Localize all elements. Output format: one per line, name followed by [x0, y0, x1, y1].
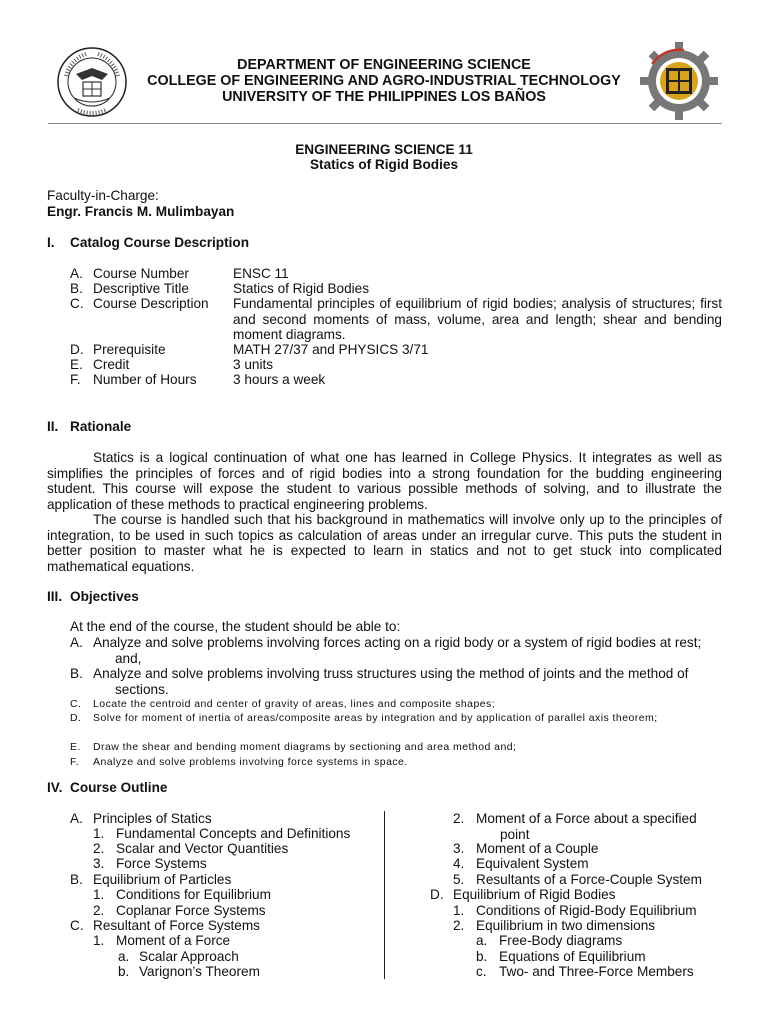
outline-marker: B.	[70, 872, 83, 887]
section-1-number: I.	[47, 235, 55, 250]
outline-marker: a.	[118, 949, 130, 964]
outline-marker: b.	[118, 964, 130, 979]
outline-item: Fundamental Concepts and Definitions	[116, 826, 351, 841]
outline-marker: 3.	[93, 856, 105, 871]
objective-text: Draw the shear and bending moment diagrams by sectioning and area method and;	[93, 741, 517, 753]
catalog-row-key: Credit	[93, 357, 130, 372]
catalog-row-value: Fundamental principles of equilibrium of rigid bodies; analysis of structures; first and second moments of mass, volume, area and length; shear and bending moment diagrams.	[233, 296, 722, 342]
outline-column-divider	[384, 811, 385, 979]
faculty-name: Engr. Francis M. Mulimbayan	[47, 204, 235, 219]
section-3-number: III.	[47, 589, 63, 604]
catalog-row-value: 3 hours a week	[233, 372, 326, 387]
outline-marker: 1.	[93, 826, 105, 841]
objective-text: Solve for moment of inertia of areas/composite areas by integration and by application of parallel axis theorem;	[93, 712, 658, 724]
objective-letter: B.	[70, 666, 83, 681]
catalog-row-letter: E.	[70, 357, 83, 372]
section-4-title: Course Outline	[70, 780, 168, 795]
catalog-row-value: MATH 27/37 and PHYSICS 3/71	[233, 342, 429, 357]
outline-item: Conditions of Rigid-Body Equilibrium	[476, 903, 697, 918]
objective-letter: E.	[70, 741, 81, 753]
outline-item: Varignon’s Theorem	[139, 964, 260, 979]
catalog-row-key: Course Number	[93, 266, 189, 281]
section-4-number: IV.	[47, 780, 63, 795]
outline-item: Scalar and Vector Quantities	[116, 841, 289, 856]
outline-marker: 2.	[93, 903, 105, 918]
outline-item: Moment of a Couple	[476, 841, 599, 856]
outline-item: Equations of Equilibrium	[499, 949, 646, 964]
outline-marker: 5.	[453, 872, 465, 887]
objectives-intro: At the end of the course, the student should be able to:	[70, 619, 401, 634]
outline-marker: 1.	[93, 887, 105, 902]
rationale-paragraph-1: Statics is a logical continuation of what one has learned in College Physics. It integrates as well as simplifies the principles of forces and of rigid bodies into a strong foundation for the budding engineering student. This course will expose the student to various possible methods of solving, and to illustrate the application of these methods to practical engineering problems.	[47, 450, 722, 512]
objective-text: Analyze and solve problems involving forces acting on a rigid body or a system of rigid bodies at rest; and,	[93, 635, 702, 666]
college-name: COLLEGE OF ENGINEERING AND AGRO-INDUSTRIAL TECHNOLOGY	[147, 73, 621, 89]
catalog-row-key: Descriptive Title	[93, 281, 189, 296]
outline-marker: C.	[70, 918, 84, 933]
catalog-row-letter: B.	[70, 281, 83, 296]
outline-item: Two- and Three-Force Members	[499, 964, 694, 979]
outline-item: Principles of Statics	[93, 811, 212, 826]
outline-marker: D.	[430, 887, 444, 902]
outline-marker: a.	[476, 933, 488, 948]
outline-item: Scalar Approach	[139, 949, 239, 964]
outline-item: Equilibrium of Particles	[93, 872, 232, 887]
section-2-title: Rationale	[70, 419, 132, 434]
faculty-label: Faculty-in-Charge:	[47, 188, 159, 203]
outline-item: Moment of a Force	[116, 933, 231, 948]
outline-marker: 3.	[453, 841, 465, 856]
section-1-title: Catalog Course Description	[70, 235, 250, 250]
catalog-row-value: ENSC 11	[233, 266, 289, 281]
section-2-number: II.	[47, 419, 59, 434]
catalog-row-value: Statics of Rigid Bodies	[233, 281, 370, 296]
objective-letter: F.	[70, 756, 80, 768]
catalog-row-value: 3 units	[233, 357, 274, 372]
outline-item: Conditions for Equilibrium	[116, 887, 271, 902]
outline-item: Moment of a Force about a specified point	[476, 811, 697, 842]
department-name: DEPARTMENT OF ENGINEERING SCIENCE	[237, 57, 531, 73]
outline-marker: 2.	[453, 918, 465, 933]
outline-item: Equilibrium in two dimensions	[476, 918, 656, 933]
outline-item: Equilibrium of Rigid Bodies	[453, 887, 616, 902]
outline-marker: 1.	[93, 933, 105, 948]
university-name: UNIVERSITY OF THE PHILIPPINES LOS BAÑOS	[222, 89, 546, 105]
outline-marker: 2.	[93, 841, 105, 856]
catalog-row-key: Prerequisite	[93, 342, 166, 357]
course-code-title: ENGINEERING SCIENCE 11	[295, 142, 473, 157]
outline-marker: 1.	[453, 903, 465, 918]
objective-letter: A.	[70, 635, 83, 650]
objective-letter: C.	[70, 698, 82, 710]
outline-marker: 4.	[453, 856, 465, 871]
catalog-row-letter: A.	[70, 266, 83, 281]
outline-marker: A.	[70, 811, 83, 826]
catalog-row-letter: C.	[70, 296, 84, 311]
outline-marker: c.	[476, 964, 487, 979]
objective-text: Locate the centroid and center of gravity of areas, lines and composite shapes;	[93, 698, 496, 710]
header-divider	[48, 123, 722, 124]
outline-item: Equivalent System	[476, 856, 589, 871]
rationale-paragraph-2: The course is handled such that his background in mathematics will involve only up to the principles of integration, to be used in such topics as calculation of areas under an irregular curve. This puts the student in better position to master what he is expected to learn in statics and not to get stuck into complicated mathematical equations.	[47, 512, 722, 574]
outline-item: Resultants of a Force-Couple System	[476, 872, 702, 887]
outline-item: Free-Body diagrams	[499, 933, 623, 948]
objective-text: Analyze and solve problems involving truss structures using the method of joints and the method of sections.	[93, 666, 689, 697]
catalog-row-letter: F.	[70, 372, 81, 387]
outline-item: Force Systems	[116, 856, 207, 871]
objective-letter: D.	[70, 712, 82, 724]
outline-item: Resultant of Force Systems	[93, 918, 260, 933]
catalog-row-key: Number of Hours	[93, 372, 197, 387]
outline-marker: 2.	[453, 811, 465, 826]
catalog-row-letter: D.	[70, 342, 84, 357]
outline-marker: b.	[476, 949, 488, 964]
course-subtitle: Statics of Rigid Bodies	[309, 157, 459, 172]
catalog-row-key: Course Description	[93, 296, 209, 311]
outline-item: Coplanar Force Systems	[116, 903, 266, 918]
objective-text: Analyze and solve problems involving force systems in space.	[93, 756, 408, 768]
section-3-title: Objectives	[70, 589, 139, 604]
